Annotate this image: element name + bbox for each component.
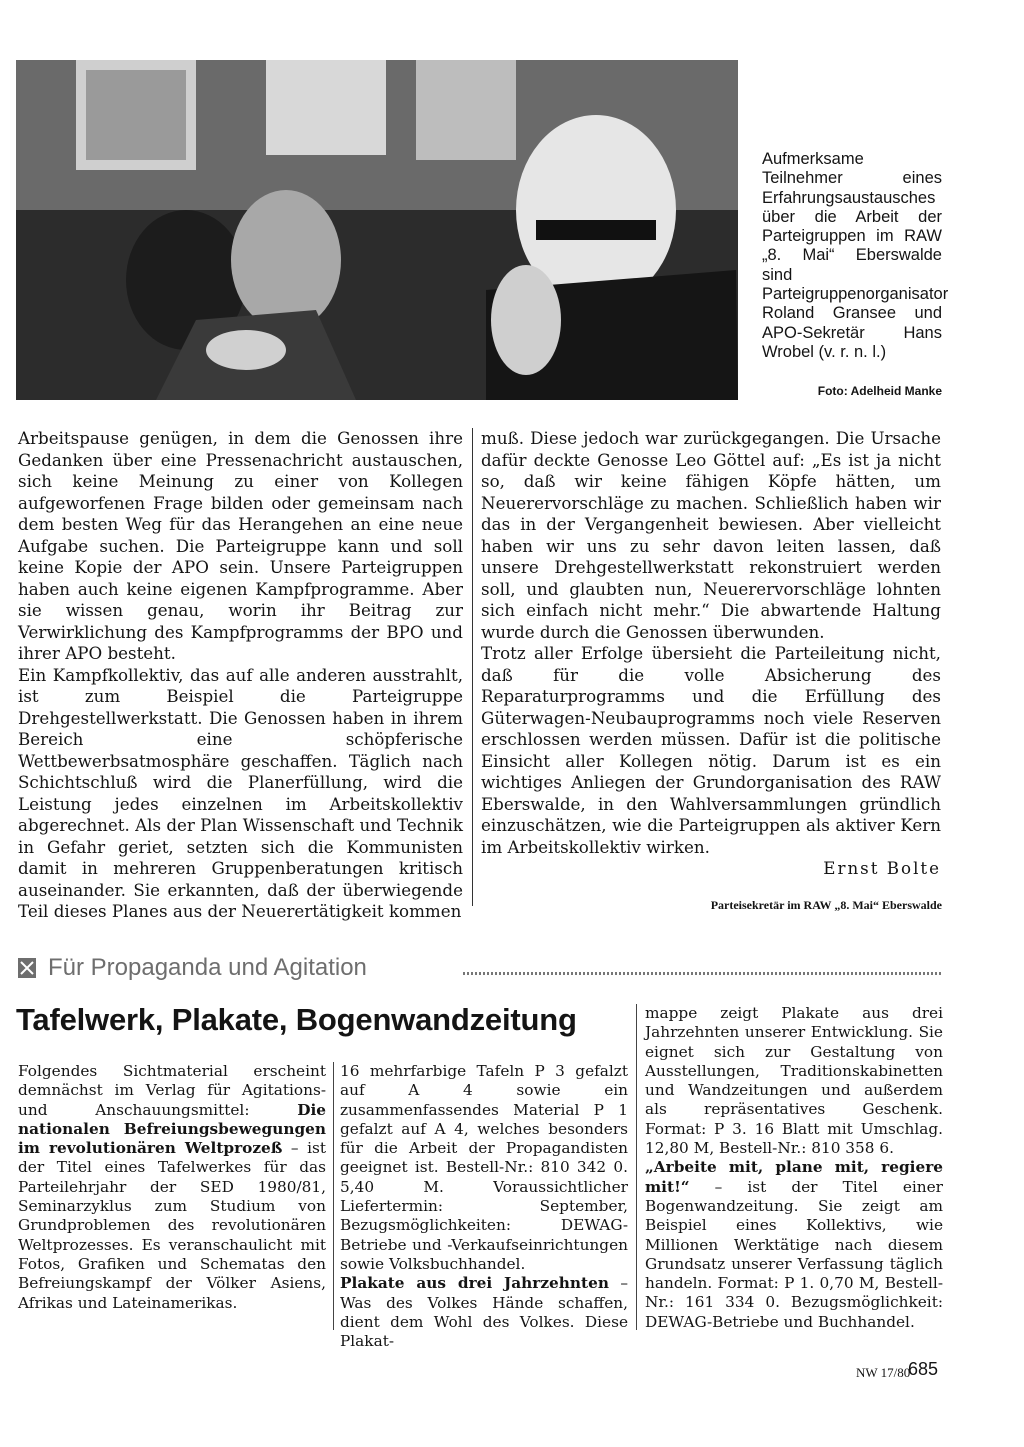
- author-role: Parteisekretär im RAW „8. Mai“ Eberswalde: [710, 898, 942, 912]
- article-paragraph: Ein Kampfkollektiv, das auf alle anderen ausstrahlt, ist zum Beispiel die Parteigruppe Drehgestellwerkstatt. Die Genossen haben in ihrem Bereich eine schöpferische Wettbewerbsatmosphäre geschaffen. Täglich nach Schichtschluß wird die Planerfüllung, wird die Leistung jedes einzelnen im Arbeitskollektiv abgerechnet. Als der Plan Wissenschaft und Technik in Gefahr geriet, setzten sich die Kommunisten damit in mehreren Gruppenberatungen kritisch auseinander. Sie erkannten, daß der überwiegende Teil dieses Planes aus der Neuerertätigkeit kommen: [18, 664, 463, 921]
- notice-intro: Folgendes Sichtmaterial erscheint demnächst im Verlag für Agitations- und Anschauungsmittel:: [18, 1062, 326, 1119]
- article-paragraph: Trotz aller Erfolge übersieht die Parteileitung nicht, daß für die volle Absicherung des Reparaturprogramms und die Erfüllung des Güterwagen-Neubauprogramms noch viele Reserven erschlossen werden müssen. Dafür ist die politische Einsicht aller Kollegen nötig. Darum ist es ein wichtiges Anliegen der Grundorganisation des RAW Eberswalde, in den Wahlversammlungen gründlich einzuschätzen, wie die Parteigruppen als aktiver Kern im Arbeitskollektiv wirken.: [481, 643, 941, 857]
- section-label: Für Propaganda und Agitation: [48, 954, 367, 981]
- notice-text: – ist der Titel eines Tafelwerkes für das Parteilehrjahr der SED 1980/81, Seminarzyklus zum Studium von Grundproblemen des revolutionären Weltprozesses. Es veranschaulicht mit Fotos, Grafiken und Schematas den Befreiungskampf der Völker Asiens, Afrikas und Lateinamerikas.: [18, 1139, 327, 1312]
- column-divider: [333, 1062, 334, 1330]
- photo-credit: Foto: Adelheid Manke: [817, 384, 942, 398]
- notice-text: – Was des Volkes Hände schaffen, dient dem Wohl des Volkes. Diese Plakat-: [340, 1274, 628, 1351]
- article-column-2: [481, 428, 941, 880]
- author-signature: Ernst Bolte: [823, 858, 941, 878]
- column-divider: [636, 1004, 637, 1330]
- page-number: 685: [908, 1359, 939, 1379]
- section-logo-icon: [18, 958, 36, 978]
- notice-column-3: [645, 1004, 943, 1332]
- notice-column-1: [18, 1062, 326, 1313]
- photo-illustration: [16, 60, 738, 400]
- notice-column-2: [340, 1062, 628, 1351]
- column-divider: [472, 428, 473, 906]
- article-paragraph: muß. Diese jedoch war zurückgegangen. Die Ursache dafür deckte Genosse Leo Göttel auf: „Es ist ja nicht so, daß wir keine fähigen Köpfe hätten, um Neuerervorschläge zu machen. Schließlich haben wir das in der Vergangenheit bewiesen. Aber vielleicht haben wir uns zu sehr davon leiten lassen, daß unsere Drehgestellwerkstatt rekonstruiert werden soll, und glaubten nun, Neuerervorschläge lohnten sich einfach nicht mehr.“ Die abwartende Haltung wurde durch die Genossen überwunden.: [481, 428, 941, 642]
- notice-title-bold: Plakate aus drei Jahrzehnten: [340, 1274, 609, 1293]
- issue-code: NW 17/80: [856, 1365, 911, 1380]
- photo-caption: Aufmerksame Teilnehmer eines Erfahrungsaustausches über die Arbeit der Parteigruppen im RAW „8. Mai“ Eberswalde sind Parteigruppenorganisator Roland Gransee und APO-Sekretär Hans Wrobel (v. r. n. l.): [762, 150, 949, 361]
- notice-headline: Tafelwerk, Plakate, Bogenwandzeitung: [16, 1002, 577, 1037]
- notice-title-bold: Die nationalen Befreiungsbewegungen im revolutionären Weltprozeß: [18, 1100, 326, 1158]
- notice-text: 16 mehrfarbige Tafeln P 3 gefalzt auf A 4 sowie ein zusammenfassendes Material P 1 gefalzt auf A 4, welches besonders für die Arbeit der Propagandisten geeignet ist. Bestell-Nr.: 810 342 0. 5,40 M. Voraussichtlicher Liefertermin: September, Bezugsmöglichkeiten: DEWAG-Betriebe und -Verkaufseinrichtungen sowie Volksbuchhandel.: [340, 1062, 628, 1273]
- article-photo: [16, 60, 738, 400]
- notice-title-bold: „Arbeite mit, plane mit, regiere mit!“: [645, 1158, 943, 1196]
- section-dotted-rule: [463, 972, 943, 975]
- section-header: [18, 954, 943, 984]
- article-column-1: [18, 428, 463, 923]
- notice-text: mappe zeigt Plakate aus drei Jahrzehnten unserer Entwicklung. Sie eignet sich zur Gestaltung von Ausstellungen, Traditionskabinetten und Wandzeitungen und außerdem als repräsentatives Geschenk. Format: P 3. 16 Blatt mit Umschlag. 12,80 M, Bestell-Nr.: 810 358 6.: [645, 1004, 943, 1158]
- article-paragraph: Arbeitspause genügen, in dem die Genossen ihre Gedanken über eine Pressenachricht austauschen, sich keine Meinung zu einer von Kollegen aufgeworfenen Frage bilden oder gemeinsam nach dem besten Weg für das Herangehen an eine neue Aufgabe suchen. Die Parteigruppe kann und soll keine Kopie der APO sein. Unsere Parteigruppen haben auch keine eigenen Kampfprogramme. Aber sie wissen genau, worin ihr Beitrag zur Verwirklichung des Kampfprogramms der BPO und ihrer APO besteht.: [18, 428, 463, 663]
- notice-text: – ist der Titel einer Bogenwandzeitung. Sie zeigt am Beispiel eines Kollektivs, wie Millionen Werktätige nach diesem Grundsatz unserer Verfassung täglich handeln. Format: P 1. 0,70 M, Bestell-Nr.: 161 334 0. Bezugsmöglichkeit: DEWAG-Betriebe und Buchhandel.: [645, 1177, 943, 1331]
